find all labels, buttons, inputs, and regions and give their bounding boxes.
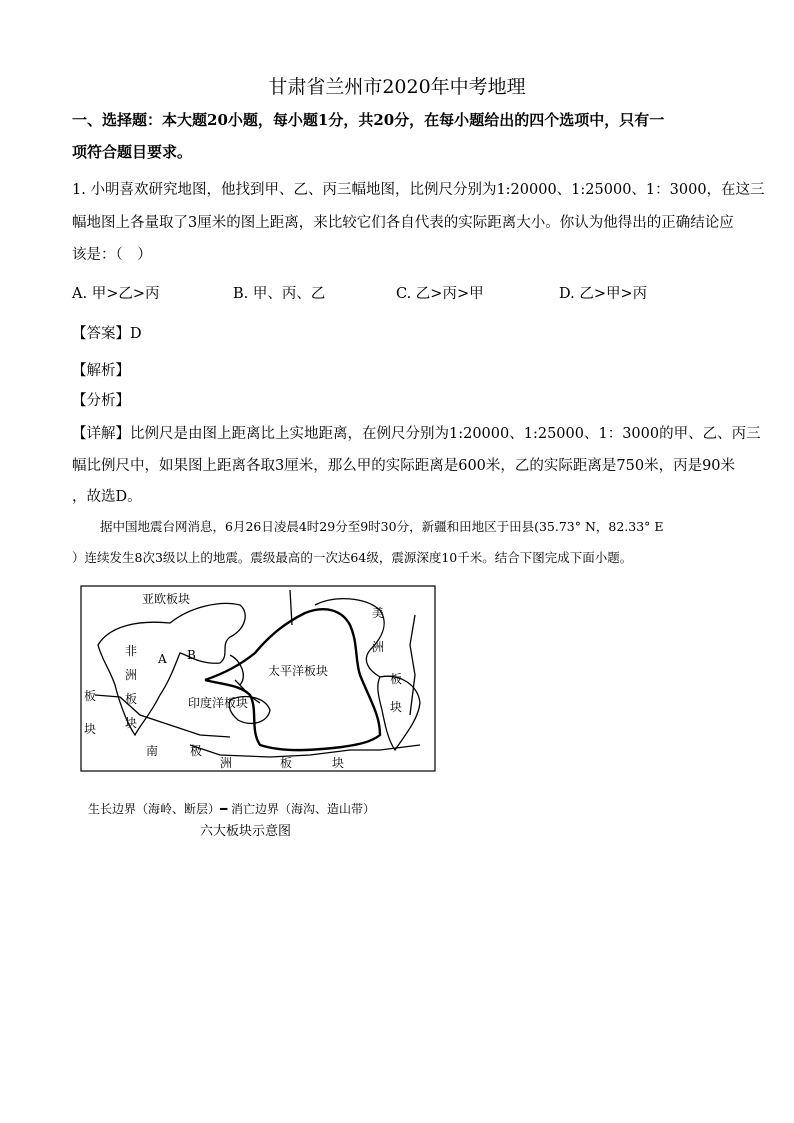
label-america-4: 块 — [390, 700, 403, 714]
label-africa-4: 块 — [125, 716, 138, 730]
label-africa-2: 洲 — [125, 668, 138, 682]
label-point-b: B — [187, 648, 196, 662]
fenxi-label: 【分析】 — [72, 393, 130, 409]
option-c[interactable]: C. 乙>丙>甲 — [396, 286, 484, 302]
option-a[interactable]: A. 甲>乙>丙 — [72, 286, 160, 302]
section-heading-line2: 项符合题目要求。 — [72, 143, 193, 161]
question1-line1: 1. 小明喜欢研究地图，他找到甲、乙、丙三幅地图，比例尺分别为1:20000、1:25000、1：3000，在这三 — [72, 182, 765, 198]
label-america-2: 洲 — [372, 640, 385, 654]
figure-caption: 六大板块示意图 — [200, 824, 292, 839]
label-antarctic-5: 块 — [332, 756, 345, 770]
label-point-a: A — [158, 652, 167, 666]
map-legend: 生长边界（海岭、断层）━ 消亡边界（海沟、造山带） — [88, 802, 376, 816]
plates-map-figure — [80, 585, 436, 799]
answer-label: 【答案】D — [72, 326, 142, 342]
label-antarctic-2: 极 — [190, 744, 203, 758]
passage-line1: 据中国地震台网消息，6月26日凌晨4时29分至9时30分，新疆和田地区于田县(35.73° N，82.33° E — [100, 519, 664, 534]
detail-line2: 幅比例尺中，如果图上距离各取3厘米，那么甲的实际距离是600米，乙的实际距离是750米，丙是90米 — [72, 458, 736, 474]
label-left-plate-1: 板 — [84, 689, 97, 703]
question1-line3: 该是：（ ） — [72, 247, 152, 263]
page-title: 甘肃省兰州市2020年中考地理 — [268, 76, 526, 98]
label-africa-1: 非 — [125, 644, 138, 658]
analysis-label: 【解析】 — [72, 363, 130, 379]
label-america-1: 美 — [372, 606, 385, 620]
label-pacific-plate: 太平洋板块 — [268, 664, 329, 678]
question1-line2: 幅地图上各量取了3厘米的图上距离，来比较它们各自代表的实际距离大小。你认为他得出的正确结论应 — [72, 215, 734, 231]
label-eurasia: 亚欧板块 — [142, 592, 191, 606]
option-b[interactable]: B. 甲、丙、乙 — [233, 286, 326, 302]
label-left-plate-2: 块 — [84, 722, 97, 736]
label-antarctic-1: 南 — [146, 744, 159, 758]
detail-line1: 【详解】比例尺是由图上距离比上实地距离，在例尺分别为1:20000、1:25000、1：3000的甲、乙、丙三 — [72, 426, 761, 442]
label-antarctic-3: 洲 — [220, 756, 233, 770]
label-antarctic-4: 板 — [280, 756, 293, 770]
label-america-3: 板 — [390, 672, 403, 686]
detail-line3: ，故选D。 — [72, 489, 142, 505]
section-heading-line1: 一、选择题：本大题20小题，每小题1分，共20分，在每小题给出的四个选项中，只有一 — [72, 111, 665, 129]
label-africa-3: 板 — [125, 692, 138, 706]
option-d[interactable]: D. 乙>甲>丙 — [559, 286, 648, 302]
passage-line2: ）连续发生8次3级以上的地震。震级最高的一次达64级，震源深度10千米。结合下图完成下面小题。 — [72, 550, 633, 565]
label-indo-plate: 印度洋板块 — [188, 696, 249, 710]
